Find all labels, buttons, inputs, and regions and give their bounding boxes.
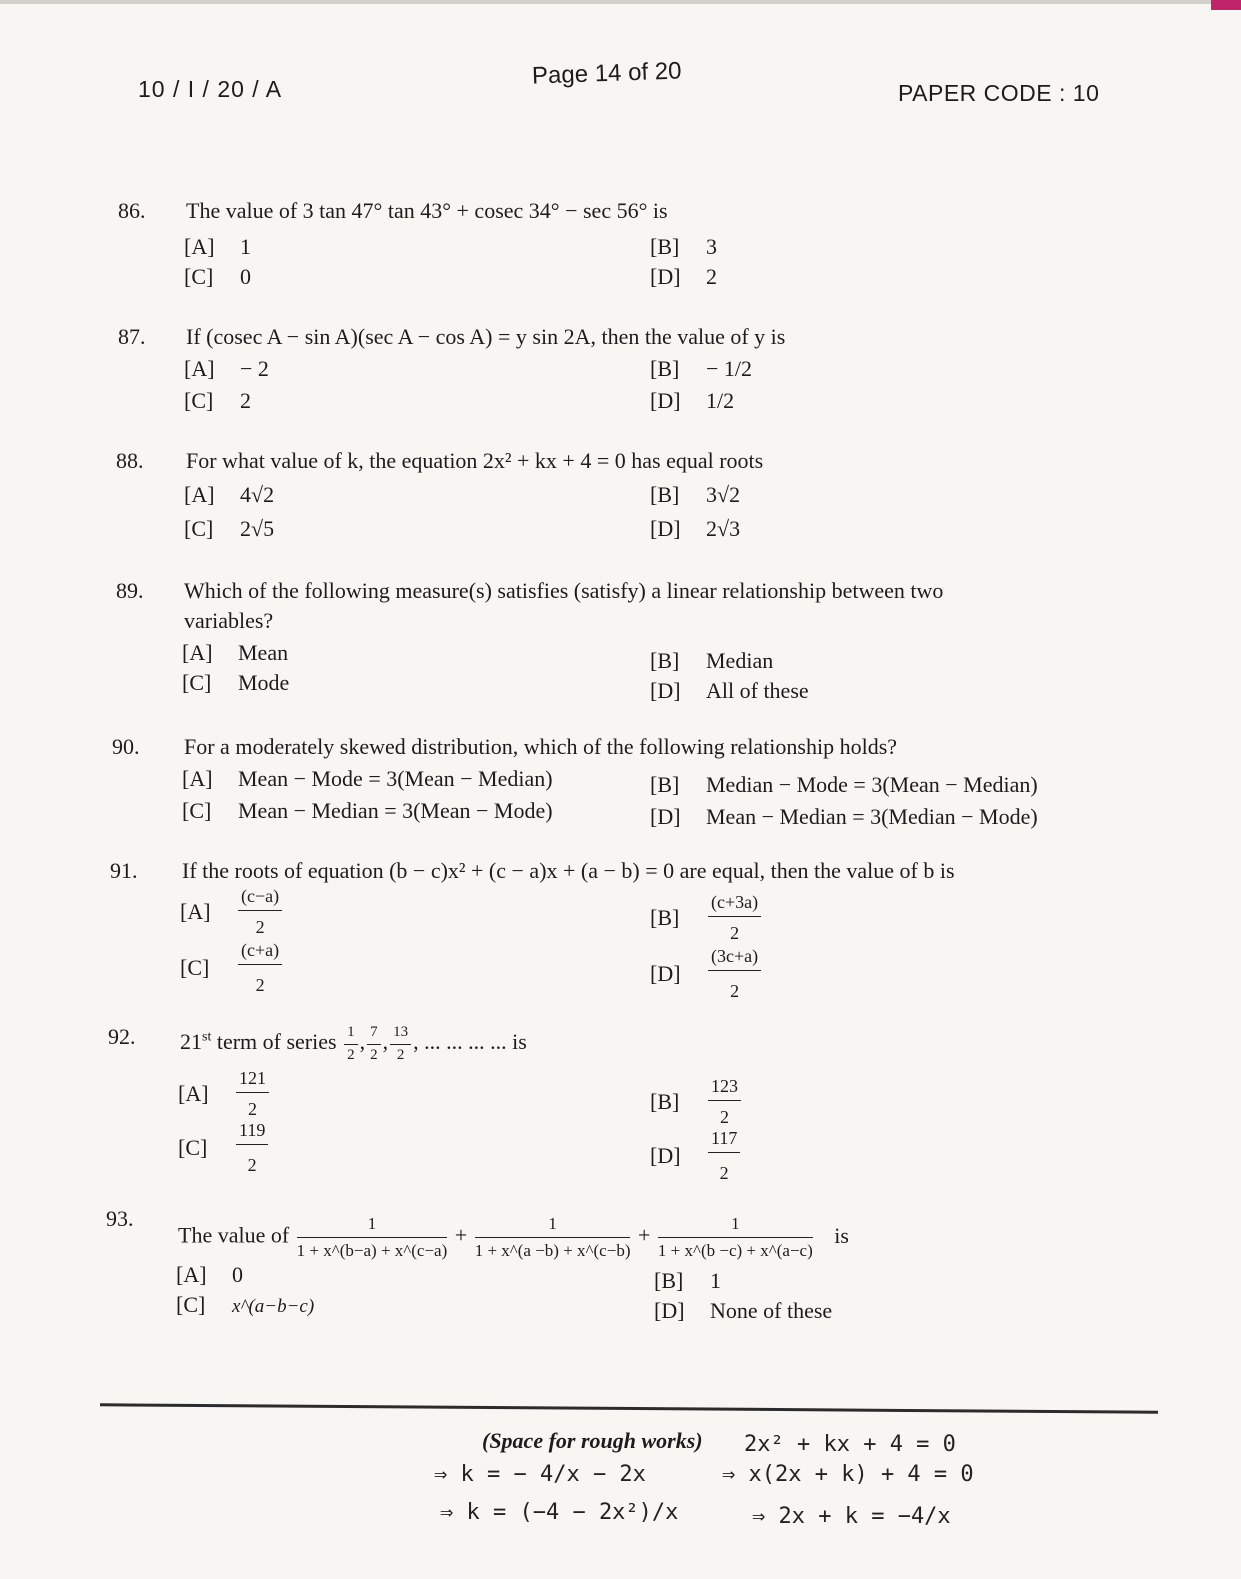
option-fraction [708,946,761,1002]
fraction-denominator: 2 [720,1107,729,1127]
option-c[interactable] [182,670,289,696]
fraction-numerator: 121 [236,1068,269,1093]
option-a[interactable] [176,1262,243,1288]
option-text: Mean − Mode = 3(Mean − Median) [238,766,553,791]
expression-term-1 [297,1214,448,1261]
question-stem: If the roots of equation (b − c)x² + (c − a)x + (a − b) = 0 are equal, then the value of b is [182,858,955,883]
option-label: [D] [654,1298,685,1323]
fraction-numerator: 13 [390,1024,411,1045]
option-a[interactable] [184,482,274,508]
option-b[interactable] [650,1076,743,1128]
option-label: [A] [184,356,215,381]
fraction-numerator: 123 [708,1076,741,1101]
option-label: [D] [650,516,681,541]
fraction-denominator: 2 [730,923,740,943]
option-a[interactable] [182,640,288,666]
option-label: [C] [182,670,212,695]
option-label: [C] [180,955,210,980]
option-fraction [708,892,761,944]
pink-corner-mark [1211,0,1241,10]
option-label: [C] [184,388,214,413]
fraction-numerator: (c+3a) [708,892,761,917]
option-a[interactable] [178,1068,271,1120]
option-b[interactable] [650,482,740,508]
option-fraction [708,1128,740,1184]
fraction-denominator: 1 + x^(b−a) + x^(c−a) [296,1241,448,1260]
option-label: [B] [650,905,680,930]
fraction-denominator: 1 + x^(a −b) + x^(c−b) [474,1241,631,1260]
paper-code: PAPER CODE : 10 [898,80,1100,106]
option-fraction [236,1068,269,1120]
option-label: [C] [184,516,214,541]
stem-text: , ... ... ... ... is [413,1029,527,1055]
question-stem: The value of 3 tan 47° tan 43° + cosec 34° − sec 56° is [186,198,668,223]
option-text: None of these [710,1298,833,1323]
option-text: 2√5 [240,516,275,541]
fraction-numerator: (c+a) [238,940,282,965]
stem-text: The value of [178,1222,290,1248]
option-c[interactable] [176,1292,314,1318]
question-number: 93. [106,1206,134,1231]
fraction-denominator: 2 [396,1047,405,1063]
option-label: [C] [184,264,214,289]
option-label: [D] [650,388,681,413]
handwritten-note: ⇒ x(2x + k) + 4 = 0 [722,1462,974,1487]
option-label: [A] [184,482,215,507]
rough-work-divider [100,1403,1158,1413]
option-a[interactable] [184,234,251,260]
option-text: 3 [706,234,717,259]
option-text: 3√2 [706,482,741,507]
option-fraction [236,1120,268,1176]
option-label: [C] [178,1135,208,1160]
option-label: [D] [650,264,681,289]
series-term-1 [344,1024,358,1064]
option-text: Mean − Median = 3(Median − Mode) [706,804,1038,829]
fraction-numerator: (3c+a) [708,946,761,971]
option-c[interactable] [180,940,284,996]
rough-work-label: (Space for rough works) [482,1428,703,1453]
fraction-numerator: (c−a) [238,886,282,911]
fraction-denominator: 1 + x^(b −c) + x^(a−c) [657,1241,813,1260]
fraction-denominator: 2 [719,1163,729,1183]
plus-sign: + [637,1222,651,1248]
option-text: 4√2 [240,482,275,507]
option-b[interactable] [650,648,773,674]
question-number: 89. [116,578,144,603]
option-c[interactable] [178,1120,270,1176]
stem-text: term of series [211,1029,343,1055]
option-text: 1 [240,234,251,259]
option-label: [C] [182,798,212,823]
option-d[interactable] [654,1298,832,1324]
option-text: 0 [232,1262,243,1287]
question-number: 92. [108,1024,136,1049]
option-fraction [238,886,282,938]
fraction-numerator: 119 [236,1120,268,1145]
option-a[interactable] [184,356,269,382]
option-label: [D] [650,678,681,703]
question-stem [178,1214,849,1261]
option-label: [B] [650,234,680,259]
question-stem-line-2: variables? [184,608,274,633]
option-label: [B] [650,482,680,507]
handwritten-note: ⇒ 2x + k = −4/x [752,1504,951,1529]
option-b[interactable] [654,1268,721,1294]
question-number: 90. [112,734,140,759]
expression-term-3 [658,1214,813,1261]
question-stem: For a moderately skewed distribution, which of the following relationship holds? [184,734,898,759]
ordinal-suffix: st [202,1029,212,1045]
option-text: − 1/2 [706,356,753,381]
option-text: − 2 [240,356,269,381]
question-number: 87. [118,324,146,349]
option-d[interactable] [650,388,734,414]
question-number: 86. [118,198,146,223]
option-label: [C] [176,1292,206,1317]
option-label: [A] [182,766,213,791]
option-label: [A] [182,640,213,665]
question-number: 91. [110,858,138,883]
option-label: [A] [176,1262,207,1287]
question-number: 88. [116,448,144,473]
fraction-numerator: 7 [367,1024,381,1045]
option-text: 1/2 [706,388,735,413]
option-label: [D] [650,1143,681,1168]
option-c[interactable] [184,516,274,542]
document-code: 10 / I / 20 / A [138,76,283,102]
option-b[interactable] [650,772,1038,798]
option-d[interactable] [650,1128,742,1184]
option-label: [A] [180,899,211,924]
expression-term-2 [475,1214,631,1261]
option-text: 2√3 [706,516,741,541]
option-label: [B] [650,772,680,797]
option-label: [D] [650,961,681,986]
handwritten-note: 2x² + kx + 4 = 0 [744,1432,956,1457]
option-label: [A] [178,1081,209,1106]
option-text: Mean [238,640,289,665]
option-text: Mean − Median = 3(Mean − Mode) [238,798,553,823]
option-d[interactable] [650,516,740,542]
handwritten-note: ⇒ k = − 4/x − 2x [434,1462,646,1487]
option-text: 2 [706,264,717,289]
option-text: Median [706,648,774,673]
fraction-denominator: 2 [370,1047,378,1063]
option-d[interactable] [650,678,809,704]
option-fraction [708,1076,741,1128]
option-b[interactable] [650,356,752,382]
option-d[interactable] [650,264,717,290]
fraction-numerator: 1 [344,1024,358,1045]
fraction-denominator: 2 [255,975,265,995]
option-text: 0 [240,264,251,289]
series-term-3 [390,1024,411,1064]
question-stem: For what value of k, the equation 2x² + kx + 4 = 0 has equal roots [186,448,764,473]
option-text: Mode [238,670,290,695]
fraction-denominator: 2 [347,1047,355,1063]
option-text: 2 [240,388,251,413]
option-label: [B] [650,648,680,673]
question-stem: Which of the following measure(s) satisfies (satisfy) a linear relationship between two [184,578,944,603]
option-c[interactable] [184,264,251,290]
fraction-denominator: 2 [248,1099,257,1119]
scan-edge [0,0,1241,4]
fraction-numerator: 1 [297,1214,448,1238]
option-label: [B] [650,1089,680,1114]
option-c[interactable] [184,388,251,414]
series-term-2 [367,1024,381,1064]
option-b[interactable] [650,234,717,260]
question-stem: 21st term of series $\frac{1}{2}$ , $\frac{7}{2}$ , $\frac{13}{2}$ , ... ... ... ... is [180,1024,527,1063]
fraction-denominator: 2 [255,917,265,937]
option-label: [D] [650,804,681,829]
fraction-numerator: 117 [708,1128,740,1153]
option-a[interactable] [182,766,553,792]
option-b[interactable] [650,892,763,944]
handwritten-note: ⇒ k = (−4 − 2x²)/x [440,1500,679,1525]
fraction-numerator: 1 [658,1214,813,1238]
option-text: Median − Mode = 3(Mean − Median) [706,772,1038,797]
option-d[interactable] [650,804,1038,830]
option-c[interactable] [182,798,553,824]
option-label: [B] [654,1268,684,1293]
plus-sign: + [454,1222,468,1248]
fraction-denominator: 2 [730,981,740,1001]
term-ordinal: 21 [180,1029,202,1055]
option-a[interactable] [180,886,284,938]
option-text: 1 [710,1268,721,1293]
question-stem: If (cosec A − sin A)(sec A − cos A) = y sin 2A, then the value of y is [186,324,786,349]
page-number: Page 14 of 20 [531,57,682,90]
option-d[interactable] [650,946,763,1002]
fraction-numerator: 1 [475,1214,631,1238]
option-label: [A] [184,234,215,259]
option-text: All of these [706,678,809,703]
option-label: [B] [650,356,680,381]
fraction-denominator: 2 [247,1155,257,1175]
stem-text: is [834,1222,849,1248]
option-text: x^(a−b−c) [232,1296,315,1317]
option-fraction [238,940,282,996]
